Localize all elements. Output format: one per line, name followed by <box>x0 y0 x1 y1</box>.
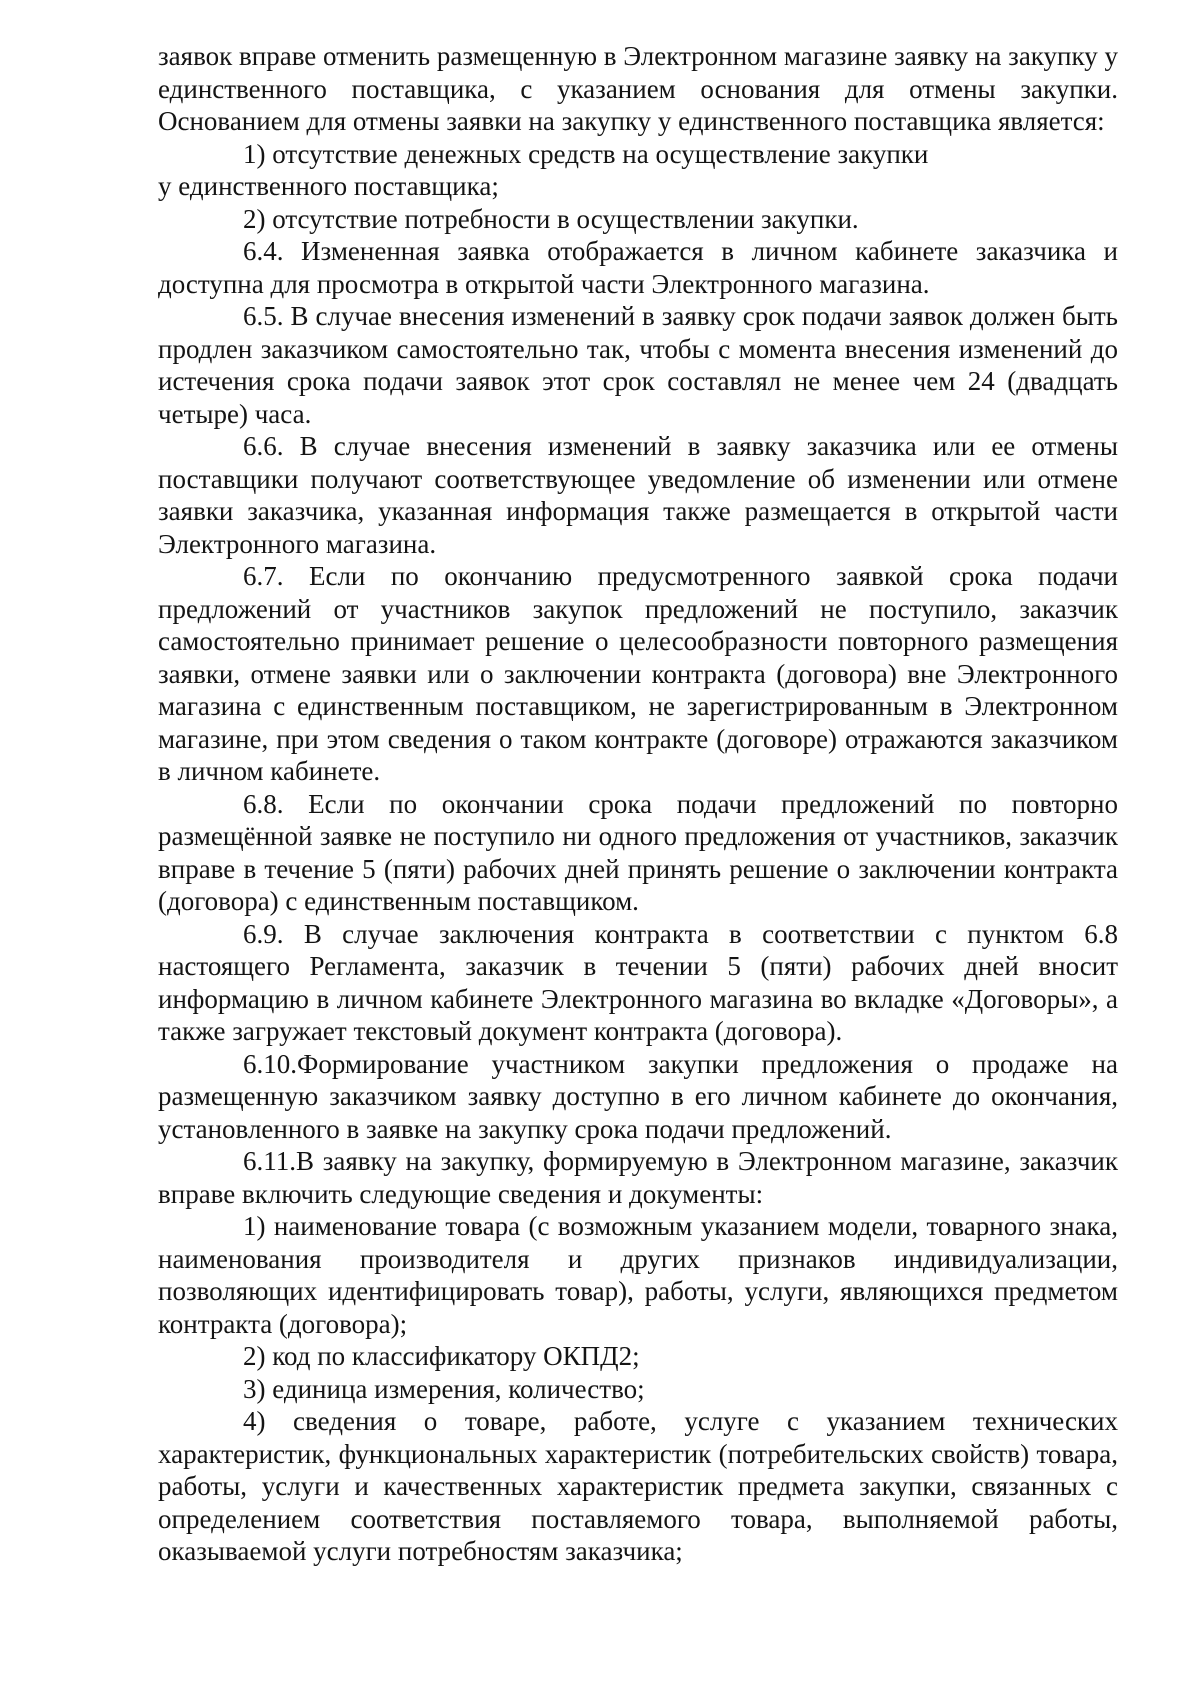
paragraph-continuation: заявок вправе отменить размещенную в Электронном магазине заявку на закупку у единственного поставщика, с указанием основания для отмены закупки. Основанием для отмены заявки на закупку у единственного поставщика является: <box>158 41 1118 136</box>
paragraph-6-11-item-1: 1) наименование товара (с возможным указанием модели, товарного знака, наименования производителя и других признаков индивидуализации, позволяющих идентифицировать товар), работы, услуги, являющихся предметом контракта (договора); <box>158 1211 1118 1339</box>
paragraph-6-6: 6.6. В случае внесения изменений в заявку заказчика или ее отмены поставщики получают соответствующее уведомление об изменении или отмене заявки заказчика, указанная информация также размещается в открытой части Электронного магазина. <box>158 431 1118 559</box>
paragraph-item-1-continuation: у единственного поставщика; <box>158 171 499 201</box>
paragraph-6-10: 6.10.Формирование участником закупки предложения о продаже на размещенную заказчиком заявку доступно в его личном кабинете до окончания, установленного в заявке на закупку срока подачи предложений. <box>158 1048 1118 1144</box>
paragraph-6-4: 6.4. Измененная заявка отображается в личном кабинете заказчика и доступна для просмотра в открытой части Электронного магазина. <box>158 236 1118 299</box>
paragraph-6-11-item-2: 2) код по классификатору ОКПД2; <box>243 1341 640 1371</box>
paragraph-6-5: 6.5. В случае внесения изменений в заявку срок подачи заявок должен быть продлен заказчиком самостоятельно так, чтобы с момента внесения изменений до истечения срока подачи заявок этот срок составлял не менее чем 24 (двадцать четыре) часа. <box>158 301 1118 429</box>
paragraph-6-11-item-4: 4) сведения о товаре, работе, услуге с указанием технических характеристик, функциональных характеристик (потребительских свойств) товара, работы, услуги и качественных характеристик предмета закупки, связанных с определением соответствия поставляемого товара, выполняемой работы, оказываемой услуги потребностям заказчика; <box>158 1406 1118 1566</box>
paragraph-6-9: 6.9. В случае заключения контракта в соответствии с пунктом 6.8 настоящего Регламента, заказчик в течении 5 (пяти) рабочих дней вносит информацию в личном кабинете Электронного магазина во вкладке «Договоры», а также загружает текстовый документ контракта (договора). <box>158 918 1118 1046</box>
paragraph-6-7: 6.7. Если по окончанию предусмотренного заявкой срока подачи предложений от участников закупок предложений не поступило, заказчик самостоятельно принимает решение о целесообразности повторного размещения заявки, отмене заявки или о заключении контракта (договора) вне Электронного магазина с единственным поставщиком, не зарегистрированным в Электронном магазине, при этом сведения о таком контракте (договоре) отражаются заказчиком в личном кабинете. <box>158 561 1118 786</box>
document-body <box>158 40 1118 1568</box>
paragraph-item-1-no-funds: 1) отсутствие денежных средств на осуществление закупки <box>243 138 929 169</box>
paragraph-6-11: 6.11.В заявку на закупку, формируемую в Электронном магазине, заказчик вправе включить следующие сведения и документы: <box>158 1146 1118 1209</box>
paragraph-6-8: 6.8. Если по окончании срока подачи предложений по повторно размещённой заявке не поступило ни одного предложения от участников, заказчик вправе в течение 5 (пяти) рабочих дней принять решение о заключении контракта (договора) с единственным поставщиком. <box>158 788 1118 916</box>
paragraph-6-11-item-3: 3) единица измерения, количество; <box>243 1373 645 1404</box>
paragraph-item-2-no-need: 2) отсутствие потребности в осуществлении закупки. <box>243 203 859 234</box>
